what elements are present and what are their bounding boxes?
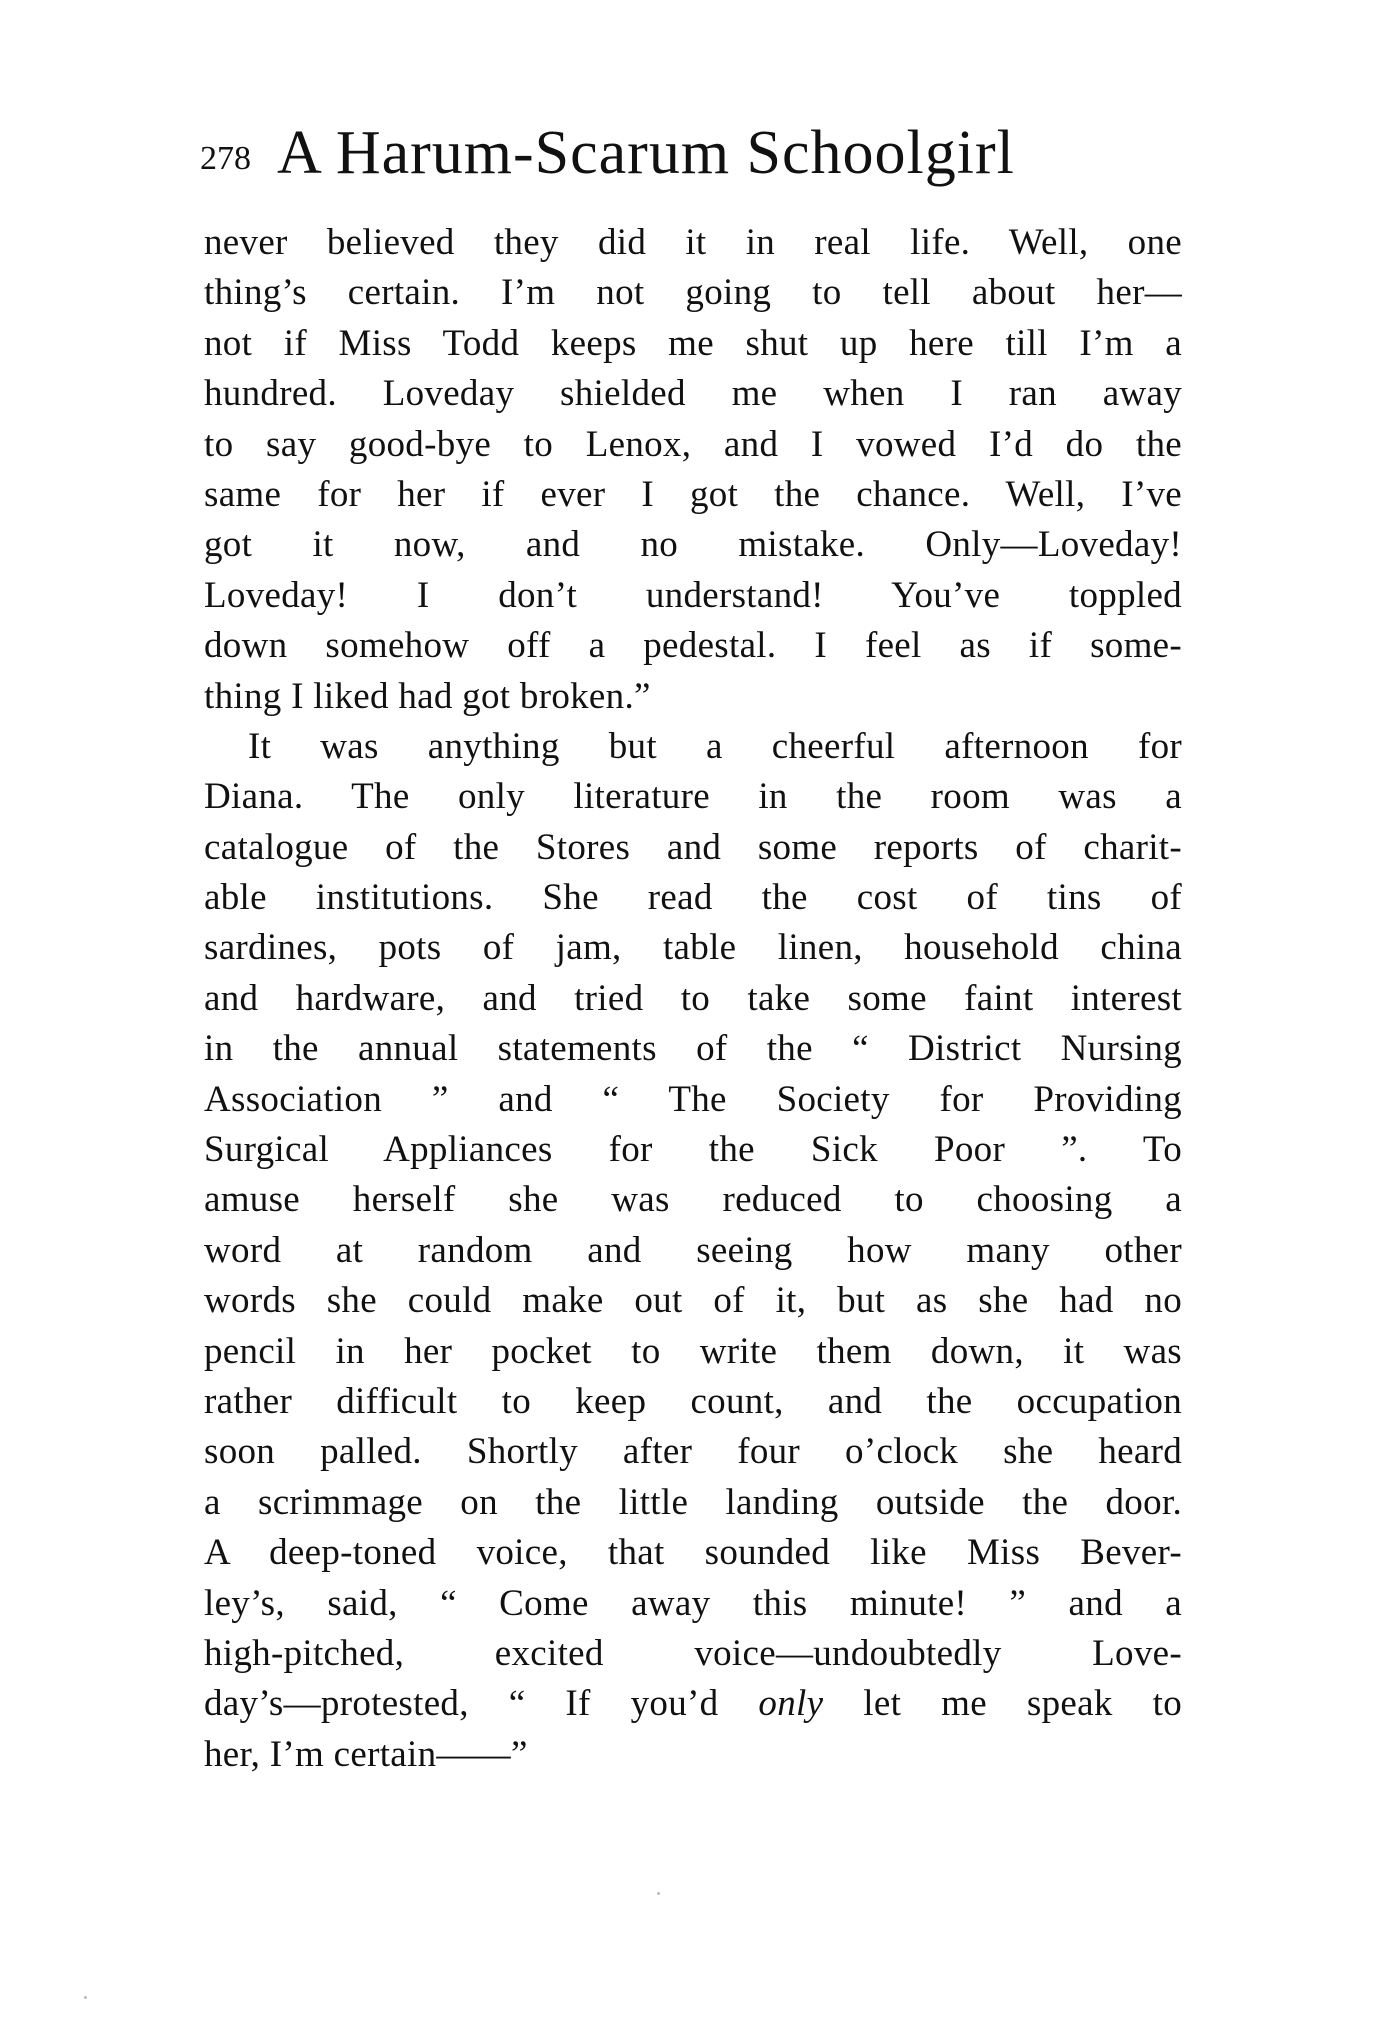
text-line: got it now, and no mistake. Only—Loveday! <box>204 524 1182 566</box>
text-line: Association ” and “ The Society for Providing <box>204 1078 1182 1120</box>
text-line: Diana. The only literature in the room was a <box>204 776 1182 818</box>
text-line: word at random and seeing how many other <box>204 1229 1182 1271</box>
text-line: ley’s, said, “ Come away this minute! ” and a <box>204 1582 1182 1624</box>
text-segment: let me speak to <box>823 1683 1182 1725</box>
paragraph-start-line: It was anything but a cheerful afternoon for <box>248 725 1182 767</box>
text-line: and hardware, and tried to take some faint interest <box>204 977 1182 1019</box>
text-line: able institutions. She read the cost of tins of <box>204 877 1182 919</box>
paragraph-end-line: thing I liked had got broken.” <box>204 675 651 717</box>
text-line: to say good-bye to Lenox, and I vowed I’d do the <box>204 423 1182 465</box>
text-segment: day’s—protested, “ If you’d <box>204 1683 759 1725</box>
text-line: catalogue of the Stores and some reports of charit- <box>204 826 1182 868</box>
text-line: pencil in her pocket to write them down, it was <box>204 1330 1182 1372</box>
text-line: same for her if ever I got the chance. Well, I’ve <box>204 473 1182 515</box>
final-line: her, I’m certain——” <box>204 1733 528 1775</box>
text-line: words she could make out of it, but as she had no <box>204 1280 1182 1322</box>
text-line: down somehow off a pedestal. I feel as if some- <box>204 625 1182 667</box>
text-line: sardines, pots of jam, table linen, household china <box>204 927 1182 969</box>
running-head <box>200 118 1180 208</box>
text-line: amuse herself she was reduced to choosing a <box>204 1179 1182 1221</box>
text-line: rather difficult to keep count, and the occupation <box>204 1380 1182 1422</box>
text-line: Surgical Appliances for the Sick Poor ”. To <box>204 1129 1182 1171</box>
text-line: not if Miss Todd keeps me shut up here till I’m a <box>204 322 1182 364</box>
body-text <box>204 218 1182 1780</box>
text-line-with-emphasis <box>204 1679 1182 1729</box>
text-line: high-pitched, excited voice—undoubtedly Love- <box>204 1632 1182 1674</box>
text-line: A deep-toned voice, that sounded like Miss Bever- <box>204 1532 1182 1574</box>
text-line: a scrimmage on the little landing outside the door. <box>204 1481 1182 1523</box>
text-line: thing’s certain. I’m not going to tell about her— <box>204 272 1182 314</box>
paper-speck <box>84 1996 87 1999</box>
page-number: 278 <box>200 140 251 177</box>
italic-emphasis: only <box>758 1683 824 1725</box>
running-title: A Harum-Scarum Schoolgirl <box>277 119 1015 187</box>
paper-speck <box>657 1892 660 1895</box>
text-line: in the annual statements of the “ District Nursing <box>204 1028 1182 1070</box>
text-line: hundred. Loveday shielded me when I ran away <box>204 373 1182 415</box>
text-line: Loveday! I don’t understand! You’ve toppled <box>204 574 1182 616</box>
text-line: never believed they did it in real life. Well, one <box>204 222 1182 263</box>
text-line: soon palled. Shortly after four o’clock she heard <box>204 1431 1182 1473</box>
